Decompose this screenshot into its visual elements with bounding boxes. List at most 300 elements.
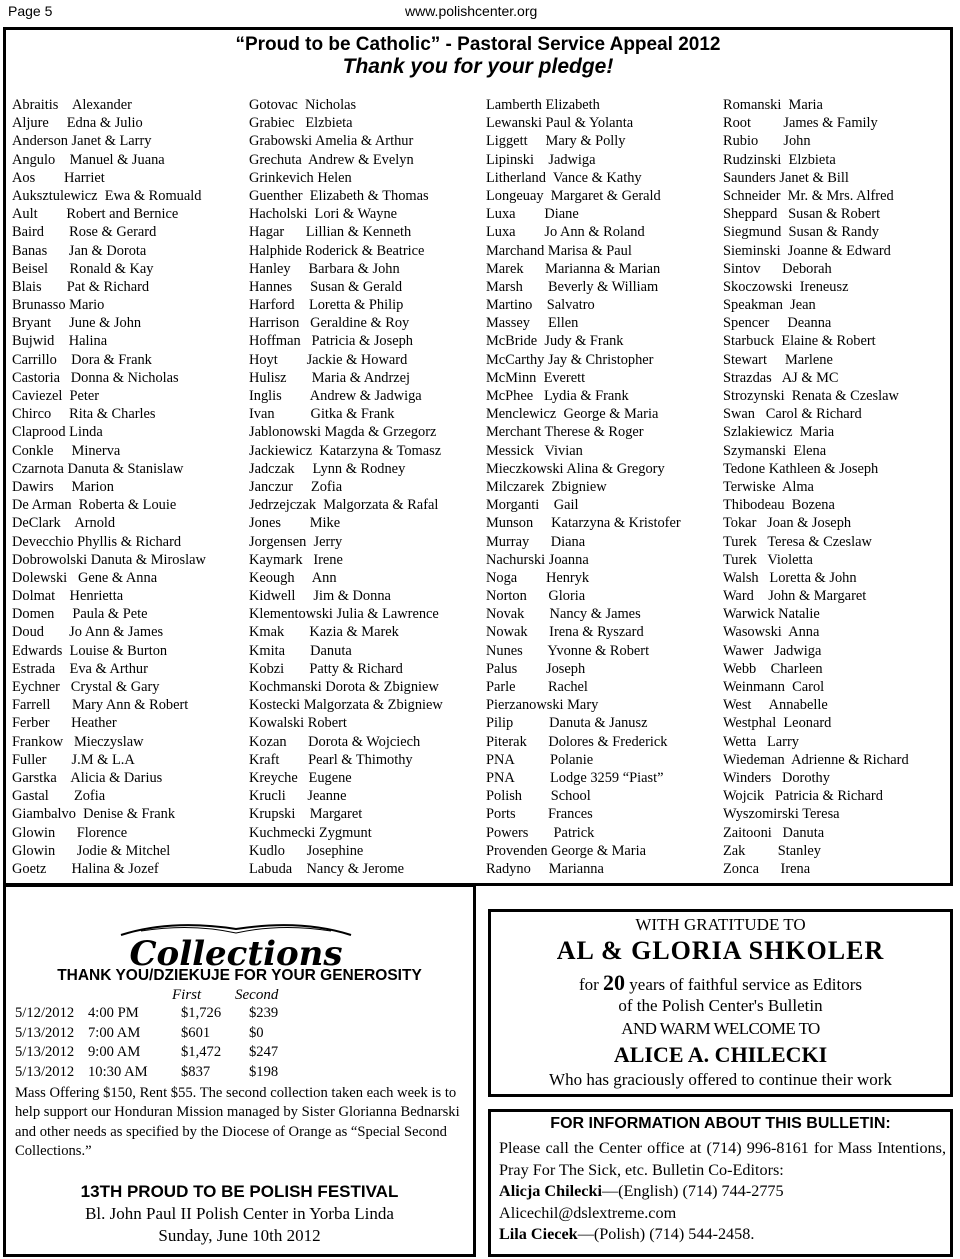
donor-entry	[12, 642, 244, 660]
donor-entry-text: Guenther Elizabeth & Thomas	[249, 187, 429, 204]
donor-entry-text: Jadczak Lynn & Rodney	[249, 460, 406, 477]
donor-entry-text: Speakman Jean	[723, 297, 816, 314]
donor-entry	[249, 696, 481, 714]
donor-entry	[12, 278, 244, 296]
donor-entry-text: Kidwell Jim & Donna	[249, 588, 391, 605]
donor-entry	[249, 151, 481, 169]
collections-logo	[111, 915, 361, 971]
donor-entry-text: Krupski Margaret	[249, 806, 363, 823]
donor-entry	[723, 514, 955, 532]
donor-entry-text: Wyszomirski Teresa	[723, 806, 840, 823]
donor-entry	[486, 769, 718, 787]
donor-entry	[486, 260, 718, 278]
donor-entry-text: Litherland Vance & Kathy	[486, 169, 642, 186]
donor-entry	[486, 587, 718, 605]
donor-entry	[12, 187, 244, 205]
donor-entry	[723, 169, 955, 187]
donor-entry-text: Zak Stanley	[723, 842, 821, 859]
donor-entry	[486, 787, 718, 805]
collection-time: 4:00 PM	[88, 1005, 139, 1021]
donor-entry	[723, 405, 955, 423]
donor-entry	[486, 605, 718, 623]
donor-entry	[12, 132, 244, 150]
donor-entry	[723, 187, 955, 205]
donor-entry	[486, 242, 718, 260]
donor-entry-text: Lewanski Paul & Yolanta	[486, 115, 634, 132]
donor-entry	[12, 533, 244, 551]
donor-entry	[249, 842, 481, 860]
donor-entry-text: PNA Lodge 3259 “Piast”	[486, 769, 664, 786]
donor-entry-text: Root James & Family	[723, 115, 878, 132]
donor-entry	[249, 787, 481, 805]
donor-entry-text: Ward John & Margaret	[723, 588, 867, 605]
donor-entry-text: Luxa Jo Ann & Roland	[486, 224, 645, 241]
donor-entry	[723, 132, 955, 150]
collection-time: 9:00 AM	[88, 1044, 141, 1060]
donor-entry	[486, 696, 718, 714]
donor-entry-text: Norton Gloria	[486, 588, 586, 605]
donor-entry-text: Polish School	[486, 788, 591, 805]
donor-entry	[12, 223, 244, 241]
donor-entry	[486, 805, 718, 823]
donor-entry	[723, 460, 955, 478]
donor-entry	[723, 442, 955, 460]
donor-entry	[486, 423, 718, 441]
donor-entry-text: Milczarek Zbigniew	[486, 478, 607, 495]
donor-entry-text: Messick Vivian	[486, 442, 583, 459]
donor-entry-text: Romanski Maria	[723, 97, 823, 113]
donor-entry-text: Rudzinski Elzbieta	[723, 151, 836, 168]
donor-entry	[249, 296, 481, 314]
donor-entry-text: Wetta Larry	[723, 733, 799, 750]
donor-entry	[723, 824, 955, 842]
donor-entry-text: Auksztulewicz Ewa & Romuald	[12, 187, 202, 204]
donor-entry-text: Grinkevich Helen	[249, 169, 352, 186]
donor-entry-text: Claprood Linda	[12, 424, 103, 441]
donor-entry	[723, 733, 955, 751]
donor-entry-text: Morganti Gail	[486, 497, 579, 514]
donor-entry	[249, 369, 481, 387]
donor-entry	[486, 187, 718, 205]
donor-entry	[12, 587, 244, 605]
donor-entry	[249, 405, 481, 423]
collection-date: 5/13/2012	[15, 1044, 75, 1060]
donor-entry	[486, 551, 718, 569]
donor-entry	[486, 442, 718, 460]
donor-entry-text: Strazdas AJ & MC	[723, 369, 839, 386]
festival-location: Bl. John Paul II Polish Center in Yorba Linda	[85, 1204, 394, 1223]
donor-entry	[486, 369, 718, 387]
donor-entry-text: Fuller J.M & L.A	[12, 751, 135, 768]
donor-entry-text: Dolmat Henrietta	[12, 588, 124, 605]
donor-entry	[486, 169, 718, 187]
donor-entry	[249, 332, 481, 350]
donor-column-2	[249, 96, 481, 878]
years-prefix: for	[578, 975, 604, 994]
donor-entry-text: Stewart Marlene	[723, 351, 833, 368]
donor-entry-text: Giambalvo Denise & Frank	[12, 806, 176, 823]
donor-entry	[723, 533, 955, 551]
donor-entry	[249, 223, 481, 241]
donor-entry	[12, 496, 244, 514]
editor-polish-name: Lila Ciecek	[499, 1225, 578, 1244]
donor-entry	[486, 533, 718, 551]
donor-entry-text: Sintov Deborah	[723, 260, 832, 277]
donor-entry-text: Warwick Natalie	[723, 606, 820, 623]
donor-entry-text: Anderson Janet & Larry	[12, 133, 152, 150]
donor-entry-text: Ferber Heather	[12, 715, 117, 732]
donor-entry	[249, 751, 481, 769]
donor-entry	[249, 769, 481, 787]
donor-entry-text: Harrison Geraldine & Roy	[249, 315, 410, 332]
donor-entry-text: Liggett Mary & Polly	[486, 133, 626, 150]
donor-entry	[249, 478, 481, 496]
donor-entry-text: Dolewski Gene & Anna	[12, 569, 158, 586]
donor-entry	[723, 96, 955, 114]
donor-entry	[249, 678, 481, 696]
gratitude-intro: WITH GRATITUDE TO	[635, 915, 806, 934]
donor-entry-text: Inglis Andrew & Jadwiga	[249, 388, 422, 404]
second-collection-head: Second	[235, 987, 279, 1003]
donor-entry-text: Eychner Crystal & Gary	[12, 679, 160, 695]
donor-entry-text: Czarnota Danuta & Stanislaw	[12, 460, 184, 477]
collections-thanks: THANK YOU/DZIEKUJE FOR YOUR GENEROSITY	[57, 967, 422, 984]
donor-entry-text: Kochmanski Dorota & Zbigniew	[249, 679, 439, 695]
donor-entry-text: Marchand Marisa & Paul	[486, 242, 632, 259]
donor-entry	[12, 387, 244, 405]
donor-entry	[249, 733, 481, 751]
bulletin-info-title: FOR INFORMATION ABOUT THIS BULLETIN:	[550, 1115, 891, 1132]
donor-entry-text: Beisel Ronald & Kay	[12, 260, 154, 277]
appeal-title: “Proud to be Catholic” - Pastoral Service Appeal 2012	[235, 34, 721, 55]
donor-entry-text: Aos Harriet	[12, 169, 105, 186]
donor-entry-text: Jackiewicz Katarzyna & Tomasz	[249, 442, 442, 459]
donor-entry-text: Angulo Manuel & Juana	[12, 151, 165, 168]
donor-entry-text: Domen Paula & Pete	[12, 606, 148, 623]
donor-entry-text: Edwards Louise & Burton	[12, 642, 168, 659]
donor-entry-text: Dobrowolski Danuta & Miroslaw	[12, 551, 206, 568]
donor-entry	[249, 242, 481, 260]
donor-entry-text: Chirco Rita & Charles	[12, 406, 156, 423]
donor-entry	[249, 351, 481, 369]
donor-entry	[12, 860, 244, 878]
donor-entry	[12, 114, 244, 132]
donor-entry	[12, 787, 244, 805]
welcome-line: AND WARM WELCOME TO	[621, 1019, 820, 1038]
donor-entry	[486, 114, 718, 132]
donor-entry	[12, 169, 244, 187]
donor-entry	[249, 714, 481, 732]
donor-entry	[249, 460, 481, 478]
donor-entry	[723, 369, 955, 387]
donor-entry-text: Luxa Diane	[486, 206, 579, 223]
donor-entry-text: Westphal Leonard	[723, 715, 832, 732]
appeal-box	[3, 27, 953, 886]
festival-title: 13TH PROUD TO BE POLISH FESTIVAL	[80, 1182, 399, 1201]
donor-entry	[12, 442, 244, 460]
donor-entry-text: Kobzi Patty & Richard	[249, 660, 403, 677]
donor-entry-text: McCarthy Jay & Christopher	[486, 351, 654, 368]
new-editor-name: ALICE A. CHILECKI	[613, 1042, 828, 1067]
donor-entry	[723, 296, 955, 314]
donor-entry-text: Turek Violetta	[723, 551, 813, 568]
donor-entry-text: Klementowski Julia & Lawrence	[249, 606, 439, 623]
donor-entry-text: Farrell Mary Ann & Robert	[12, 697, 189, 714]
donor-entry	[723, 478, 955, 496]
donor-entry	[486, 824, 718, 842]
donor-entry	[486, 405, 718, 423]
donor-entry-text: Schneider Mr. & Mrs. Alfred	[723, 187, 894, 204]
collection-date: 5/12/2012	[15, 1005, 75, 1021]
donor-entry-text: Hoffman Patricia & Joseph	[249, 333, 413, 350]
donor-entry-text: Abraitis Alexander	[12, 97, 132, 113]
donor-entry-text: Tokar Joan & Joseph	[723, 515, 852, 532]
donor-entry	[12, 714, 244, 732]
donor-entry	[723, 660, 955, 678]
donor-entry-text: Kuchmecki Zygmunt	[249, 824, 372, 841]
donor-entry-text: Conkle Minerva	[12, 442, 121, 459]
collections-logo-text: Collections	[129, 934, 343, 971]
donor-entry-text: Provenden George & Maria	[486, 842, 646, 859]
donor-entry-text: Massey Ellen	[486, 315, 579, 332]
donor-entry	[12, 569, 244, 587]
donor-entry-text: Carrillo Dora & Frank	[12, 351, 152, 368]
donor-entry-text: Noga Henryk	[486, 569, 590, 586]
collection-second: $247	[249, 1044, 279, 1060]
donor-entry-text: Hanley Barbara & John	[249, 260, 400, 277]
donor-entry	[486, 860, 718, 878]
donor-entry-text: Walsh Loretta & John	[723, 569, 857, 586]
donor-entry-text: Marsh Beverly & William	[486, 278, 659, 295]
donor-entry-text: Novak Nancy & James	[486, 606, 641, 623]
donor-entry	[486, 351, 718, 369]
donor-entry	[12, 423, 244, 441]
donor-entry-text: Jedrzejczak Malgorzata & Rafal	[249, 497, 439, 514]
donor-entry-text: De Arman Roberta & Louie	[12, 497, 177, 514]
donor-entry-text: Weinmann Carol	[723, 679, 825, 695]
donor-entry	[723, 496, 955, 514]
donor-entry-text: Kowalski Robert	[249, 715, 347, 732]
years-count: 20	[603, 970, 626, 995]
donor-entry-text: Wawer Jadwiga	[723, 642, 822, 659]
bulletin-info-text	[499, 1138, 946, 1246]
donor-entry-text: Frankow Mieczyslaw	[12, 733, 144, 750]
bulletin-info-body: Please call the Center office at (714) 996-8161 for Mass Intentions, Pray For The Sick, etc. Bulletin Co-Editors:	[499, 1139, 946, 1179]
donor-entry	[723, 223, 955, 241]
donor-entry	[486, 96, 718, 114]
donor-entry-text: Nunes Yvonne & Robert	[486, 642, 650, 659]
donor-entry	[12, 460, 244, 478]
donor-column-3	[486, 96, 718, 878]
donor-entry	[486, 678, 718, 696]
donor-entry	[486, 314, 718, 332]
collection-second: $0	[249, 1024, 264, 1041]
donor-column-1	[12, 96, 244, 878]
donor-entry-text: Jablonowski Magda & Grzegorz	[249, 424, 437, 441]
donor-entry	[249, 587, 481, 605]
donor-entry	[486, 132, 718, 150]
donor-entry	[486, 460, 718, 478]
donor-entry-text: Webb Charleen	[723, 660, 823, 677]
donor-entry-text: Tedone Kathleen & Joseph	[723, 460, 879, 477]
donor-entry-text: Halphide Roderick & Beatrice	[249, 242, 425, 259]
donor-entry	[249, 187, 481, 205]
donor-entry	[12, 405, 244, 423]
donor-entry	[486, 296, 718, 314]
donor-entry-text: McMinn Everett	[486, 369, 586, 386]
donor-entry-text: Lamberth Elizabeth	[486, 97, 600, 113]
donor-entry	[486, 514, 718, 532]
donor-entry-text: Kaymark Irene	[249, 551, 343, 568]
donor-entry	[12, 824, 244, 842]
donor-entry-text: McBride Judy & Frank	[486, 333, 624, 350]
donor-entry-text: Bryant June & John	[12, 315, 142, 332]
donor-entry	[486, 387, 718, 405]
donor-entry	[249, 805, 481, 823]
donor-entry	[249, 278, 481, 296]
donor-entry	[723, 678, 955, 696]
donor-entry-text: Goetz Halina & Jozef	[12, 860, 159, 877]
donor-entry-text: Ports Frances	[486, 806, 593, 823]
donor-entry-text: Kozan Dorota & Wojciech	[249, 733, 421, 750]
donor-entry-text: Brunasso Mario	[12, 297, 105, 314]
first-collection-head: First	[172, 987, 202, 1003]
collection-date: 5/13/2012	[15, 1063, 75, 1080]
donor-entry-text: Kmita Danuta	[249, 642, 352, 659]
collection-first: $1,472	[181, 1044, 222, 1060]
donor-entry	[723, 623, 955, 641]
donor-entry	[486, 842, 718, 860]
donor-entry	[249, 623, 481, 641]
editor-email[interactable]: Alicechil@dslextreme.com	[499, 1203, 677, 1222]
donor-entry	[723, 769, 955, 787]
donor-entry-text: PNA Polanie	[486, 751, 594, 768]
donor-entry-text: Banas Jan & Dorota	[12, 242, 147, 259]
donor-entry-text: Wasowski Anna	[723, 624, 820, 641]
donor-entry-text: Grechuta Andrew & Evelyn	[249, 151, 414, 168]
donor-entry	[723, 314, 955, 332]
collection-first: $837	[181, 1063, 211, 1080]
donor-entry	[249, 260, 481, 278]
donor-entry-text: Starbuck Elaine & Robert	[723, 333, 876, 350]
new-editor-note: Who has graciously offered to continue their work	[549, 1070, 892, 1089]
donor-entry	[486, 714, 718, 732]
donor-entry-text: Sieminski Joanne & Edward	[723, 242, 891, 259]
donor-entry	[12, 605, 244, 623]
donor-entry	[723, 387, 955, 405]
donor-entry	[486, 733, 718, 751]
collection-time: 10:30 AM	[88, 1063, 148, 1080]
appeal-subtitle: Thank you for your pledge!	[342, 55, 614, 78]
donor-entry-text: Munson Katarzyna & Kristofer	[486, 515, 681, 532]
donor-entry-text: Strozynski Renata & Czeslaw	[723, 388, 899, 404]
collection-first: $1,726	[181, 1005, 222, 1021]
donor-entry-text: Jorgensen Jerry	[249, 533, 343, 550]
donor-entry	[723, 714, 955, 732]
donor-entry	[249, 96, 481, 114]
donor-entry-text: Garstka Alicia & Darius	[12, 769, 163, 786]
donor-entry	[723, 423, 955, 441]
donor-entry	[723, 696, 955, 714]
donor-entry	[249, 860, 481, 878]
donor-entry-text: Pilip Danuta & Janusz	[486, 715, 648, 732]
donor-entry-text: Devecchio Phyllis & Richard	[12, 533, 182, 550]
donor-entry	[249, 551, 481, 569]
donor-entry-text: Szymanski Elena	[723, 442, 827, 459]
donor-entry	[12, 733, 244, 751]
donor-entry-text: Krucli Jeanne	[249, 788, 347, 805]
donor-entry	[723, 805, 955, 823]
donor-entry	[486, 478, 718, 496]
collection-date: 5/13/2012	[15, 1024, 75, 1041]
donor-entry	[723, 151, 955, 169]
donor-entry-text: Gotovac Nicholas	[249, 97, 357, 113]
website-url[interactable]: www.polishcenter.org	[405, 3, 538, 19]
donor-entry	[486, 151, 718, 169]
collection-second: $198	[249, 1063, 279, 1080]
donor-entry-text: Zonca Irena	[723, 860, 811, 877]
editor-english-name: Alicja Chilecki	[499, 1182, 602, 1201]
donor-entry	[12, 514, 244, 532]
donor-entry-text: Grabowski Amelia & Arthur	[249, 133, 414, 150]
donor-entry	[723, 751, 955, 769]
donor-entry-text: Wiedeman Adrienne & Richard	[723, 751, 909, 768]
donor-entry	[486, 660, 718, 678]
donor-entry	[249, 314, 481, 332]
donor-entry-text: Keough Ann	[249, 569, 337, 586]
donor-entry	[249, 205, 481, 223]
donor-entry	[249, 423, 481, 441]
donor-entry	[723, 205, 955, 223]
donor-entry	[486, 623, 718, 641]
donor-entry-text: Wojcik Patricia & Richard	[723, 788, 883, 805]
collection-time: 7:00 AM	[88, 1024, 141, 1041]
donor-entry-text: Jones Mike	[249, 515, 341, 532]
donor-entry-text: Kraft Pearl & Thimothy	[249, 751, 413, 768]
donor-entry	[12, 696, 244, 714]
donor-entry-text: Mieczkowski Alina & Gregory	[486, 460, 665, 477]
donor-entry-text: Hoyt Jackie & Howard	[249, 351, 408, 368]
donor-entry	[486, 278, 718, 296]
donor-entry	[723, 278, 955, 296]
donor-entry-text: Marek Marianna & Marian	[486, 260, 661, 277]
donor-entry	[723, 787, 955, 805]
donor-entry-text: Aljure Edna & Julio	[12, 115, 143, 132]
donor-entry-text: Harford Loretta & Philip	[249, 297, 404, 314]
donor-entry-text: Spencer Deanna	[723, 315, 832, 332]
donor-entry	[723, 842, 955, 860]
donor-entry	[12, 369, 244, 387]
donor-entry-text: Baird Rose & Gerard	[12, 224, 157, 241]
donor-entry-text: Gastal Zofia	[12, 788, 106, 805]
page-number: Page 5	[8, 3, 53, 19]
donor-entry-text: Estrada Eva & Arthur	[12, 660, 148, 677]
donor-entry	[249, 114, 481, 132]
page-header	[0, 0, 960, 22]
honored-editors: AL & GLORIA SHKOLER	[556, 936, 885, 965]
donor-entry	[486, 751, 718, 769]
donor-entry-text: Kudlo Josephine	[249, 842, 364, 859]
donor-entry	[249, 169, 481, 187]
donor-entry-text: Hulisz Maria & Andrzej	[249, 369, 411, 386]
donor-entry-text: Janczur Zofia	[249, 478, 343, 495]
donor-entry-text: Siegmund Susan & Randy	[723, 224, 879, 241]
collections-box	[3, 884, 476, 1257]
editor-english-detail: —(English) (714) 744-2775	[601, 1182, 784, 1201]
donor-entry-text: Grabiec Elzbieta	[249, 115, 353, 132]
donor-entry	[723, 587, 955, 605]
donor-entry-text: Thibodeau Bozena	[723, 497, 835, 514]
